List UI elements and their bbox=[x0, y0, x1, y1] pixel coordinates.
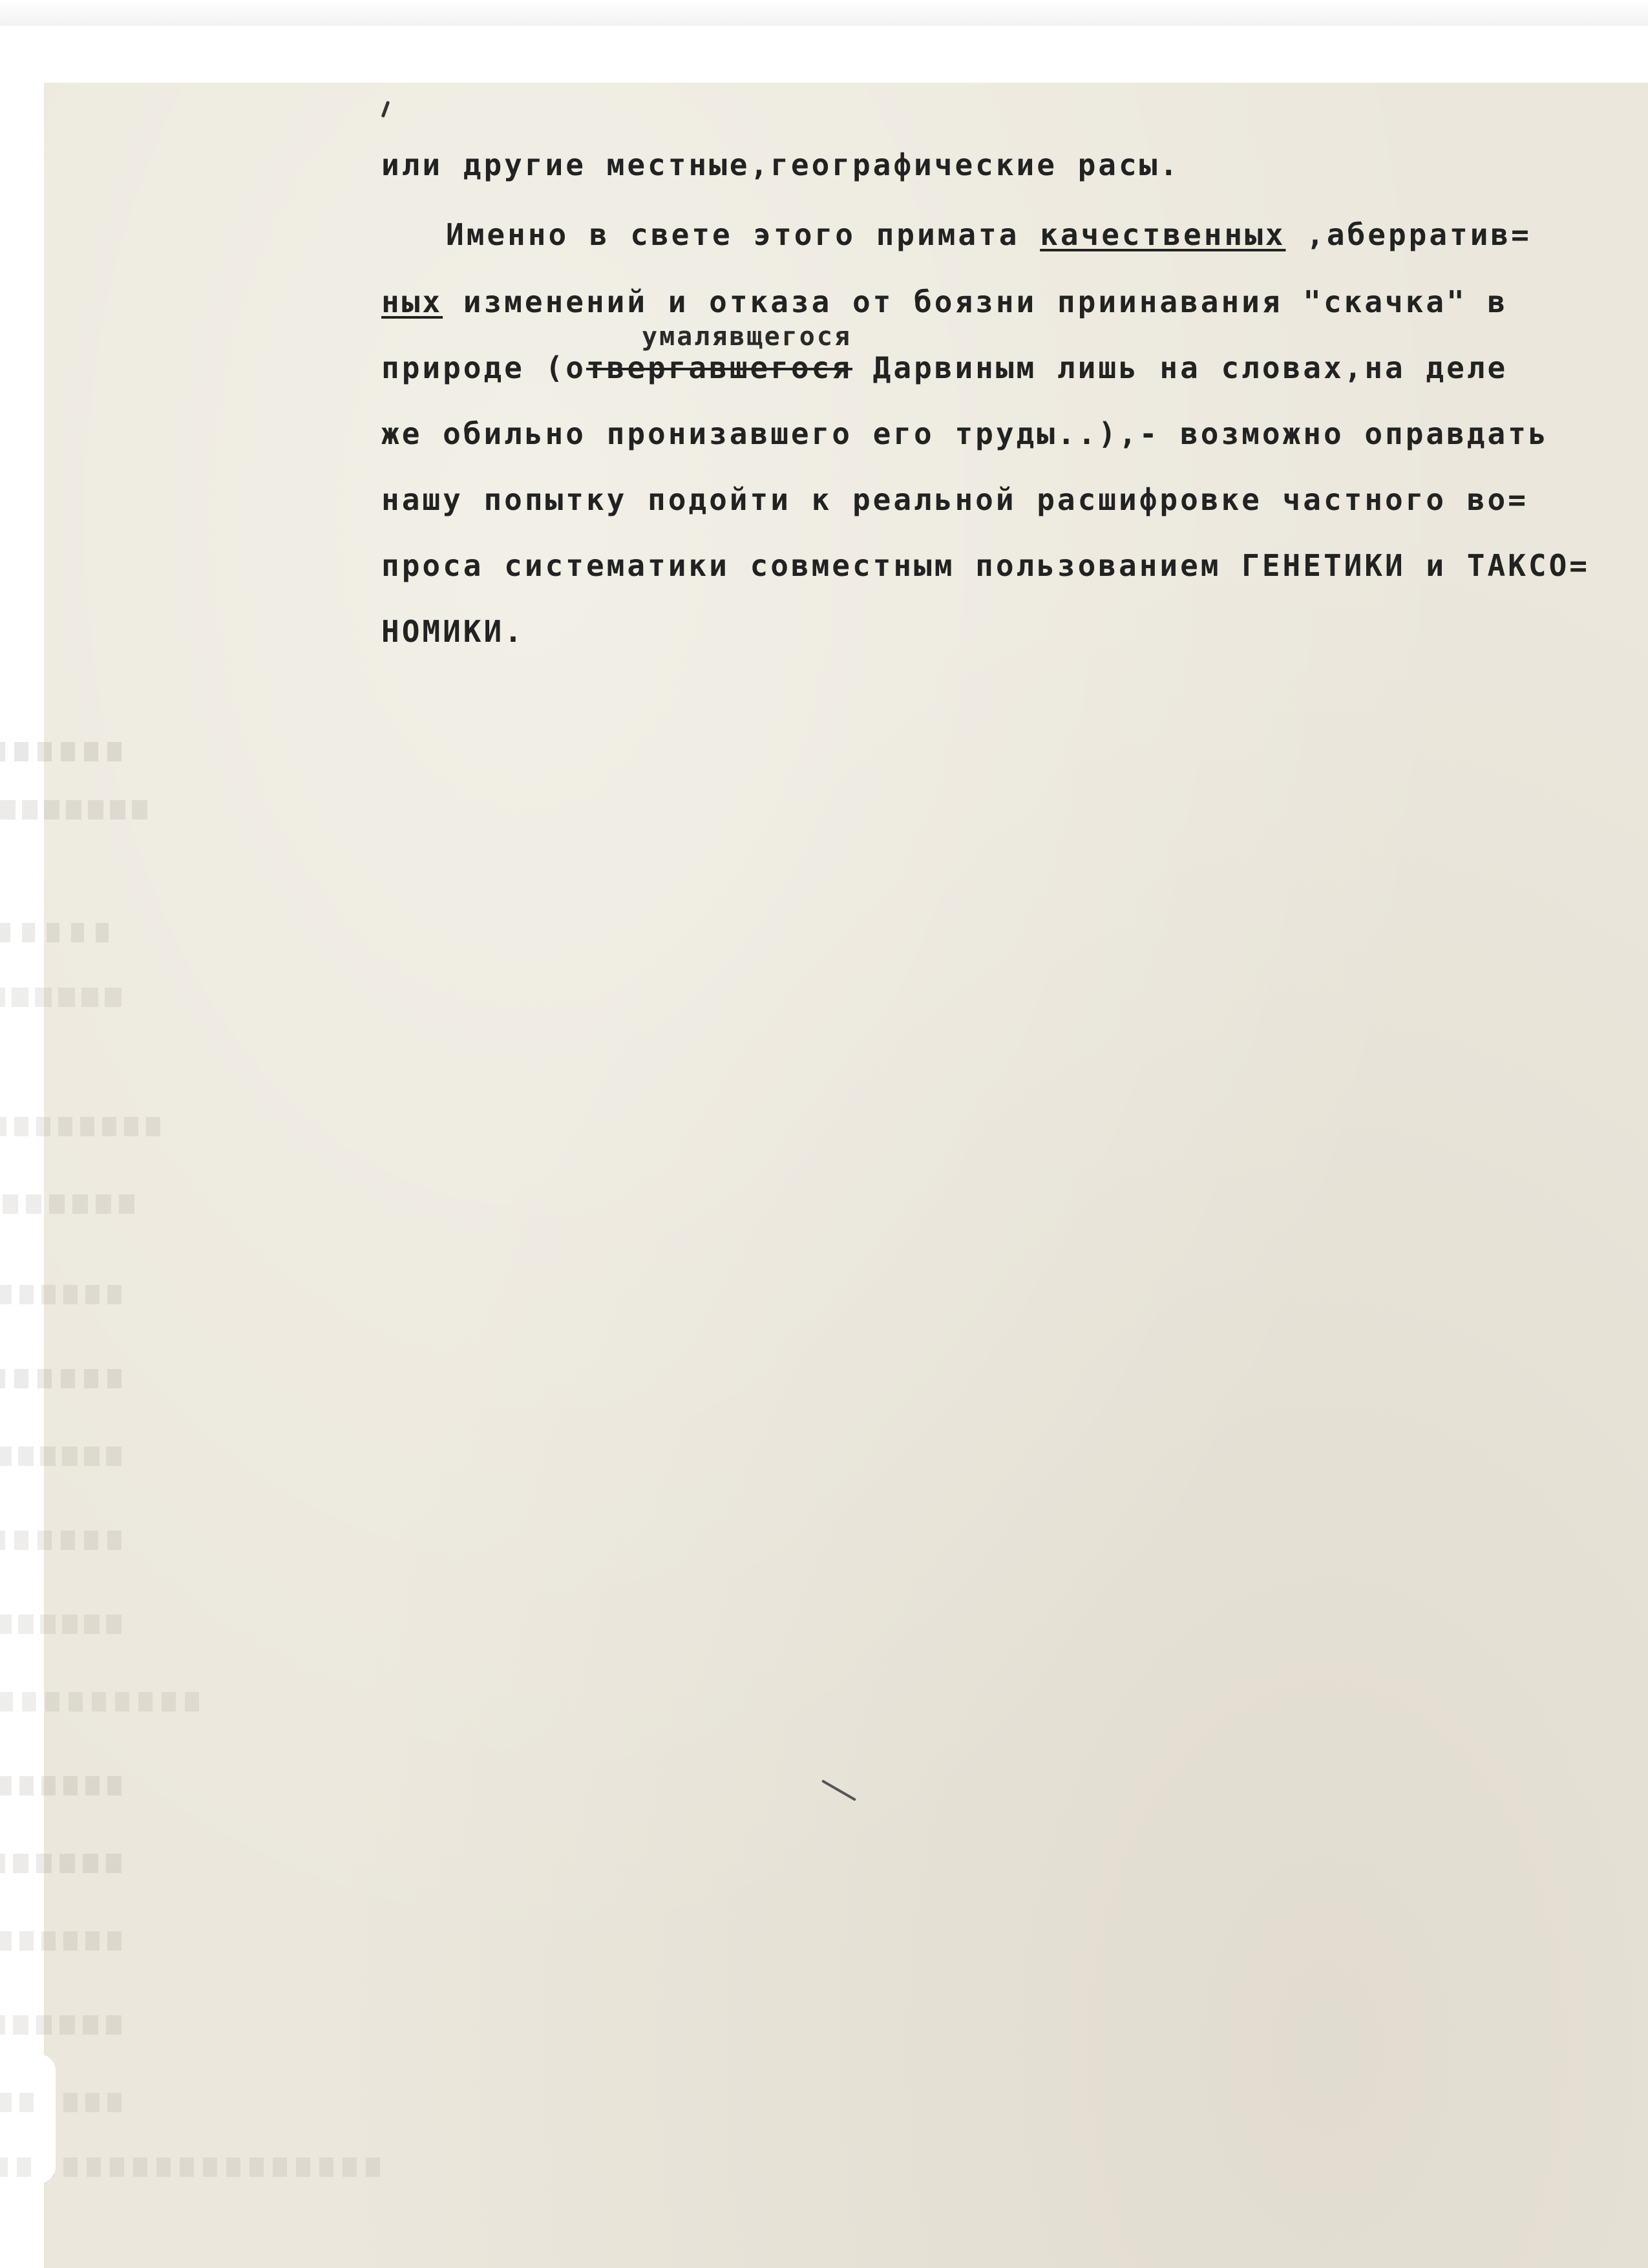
ink-mark bbox=[821, 1779, 856, 1801]
text-line-5: же обильно пронизавшего его труды..),- возможно оправдать bbox=[381, 416, 1549, 451]
text-line-2 bbox=[446, 217, 1532, 252]
text-span: ,aберратив= bbox=[1285, 217, 1532, 252]
text-line-8: НОМИКИ. bbox=[381, 614, 525, 649]
scanner-edge bbox=[0, 0, 1648, 26]
interlinear-insertion: умалявщегося bbox=[642, 322, 852, 352]
text-line-1: или другие местные,географические расы. bbox=[381, 147, 1181, 182]
typewritten-page bbox=[44, 83, 1648, 2268]
struck-word: твергавшегося bbox=[586, 350, 852, 385]
text-span: Именно в свете этого примата bbox=[446, 217, 1041, 252]
underlined-word: ных bbox=[381, 284, 443, 319]
text-span: изменений и отказа от боязни приинавания "скачка" в bbox=[443, 284, 1508, 319]
text-line-4 bbox=[381, 350, 1508, 385]
text-span: Дарвиным лишь на словах,на деле bbox=[852, 350, 1508, 385]
text-line-6: нашу попытку подойти к реальной расшифровке частного во= bbox=[381, 482, 1528, 517]
underlined-word: качественных bbox=[1040, 217, 1286, 252]
text-line-7: проса систематики совместным пользованием ГЕНЕТИКИ и ТАКСО= bbox=[381, 548, 1590, 583]
text-line-3 bbox=[381, 284, 1508, 319]
ink-speck bbox=[381, 101, 390, 118]
text-span: природе (о bbox=[381, 350, 586, 385]
torn-edge bbox=[39, 2054, 56, 2183]
